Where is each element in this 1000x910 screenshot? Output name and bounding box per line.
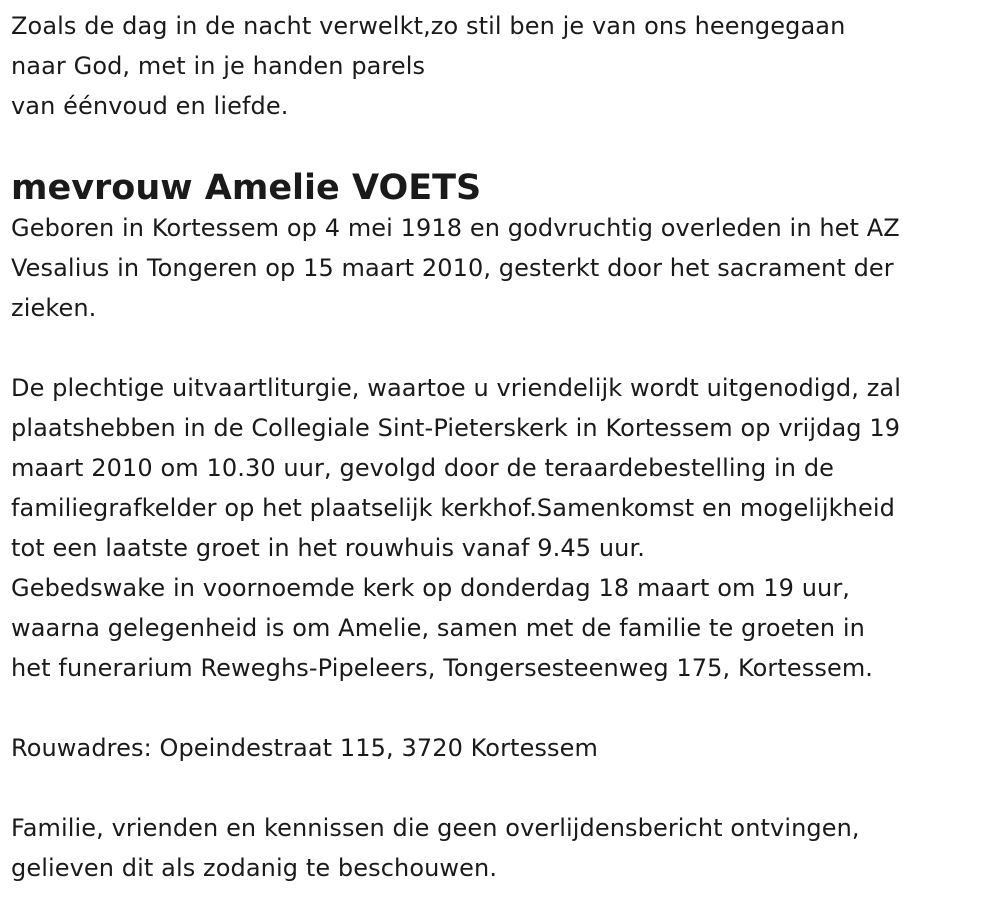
spacer — [11, 328, 1000, 368]
poem-line: Zoals de dag in de nacht verwelkt,zo stil ben je van ons heengegaan — [11, 12, 846, 40]
birth-death-line: Geboren in Kortessem op 4 mei 1918 en godvruchtig overleden in het AZ — [11, 214, 900, 242]
poem-line: naar God, met in je handen parels — [11, 52, 426, 80]
spacer — [11, 688, 1000, 728]
funeral-line: waarna gelegenheid is om Amelie, samen met de familie te groeten in — [11, 614, 865, 642]
deceased-name-title: mevrouw Amelie VOETS — [11, 168, 482, 208]
funeral-line: het funerarium Reweghs-Pipeleers, Tongersesteenweg 175, Kortessem. — [11, 654, 874, 682]
mourning-address: Rouwadres: Opeindestraat 115, 3720 Kortessem — [11, 734, 598, 762]
closing-line: Familie, vrienden en kennissen die geen overlijdensbericht ontvingen, — [11, 814, 860, 842]
closing-block — [11, 808, 1000, 888]
poem-block — [11, 6, 1000, 126]
funeral-line: De plechtige uitvaartliturgie, waartoe u vriendelijk wordt uitgenodigd, zal — [11, 374, 901, 402]
funeral-line: familiegrafkelder op het plaatselijk kerkhof.Samenkomst en mogelijkheid — [11, 494, 895, 522]
funeral-line: Gebedswake in voornoemde kerk op donderdag 18 maart om 19 uur, — [11, 574, 851, 602]
birth-death-block — [11, 208, 1000, 328]
birth-death-line: zieken. — [11, 294, 97, 322]
birth-death-line: Vesalius in Tongeren op 15 maart 2010, gesterkt door het sacrament der — [11, 254, 894, 282]
funeral-line: tot een laatste groet in het rouwhuis vanaf 9.45 uur. — [11, 534, 645, 562]
spacer — [11, 126, 1000, 168]
closing-line: gelieven dit als zodanig te beschouwen. — [11, 854, 498, 882]
funeral-info-block — [11, 368, 1000, 688]
spacer — [11, 768, 1000, 808]
funeral-line: maart 2010 om 10.30 uur, gevolgd door de teraardebestelling in de — [11, 454, 835, 482]
poem-line: van éénvoud en liefde. — [11, 92, 289, 120]
funeral-line: plaatshebben in de Collegiale Sint-Pieterskerk in Kortessem op vrijdag 19 — [11, 414, 901, 442]
